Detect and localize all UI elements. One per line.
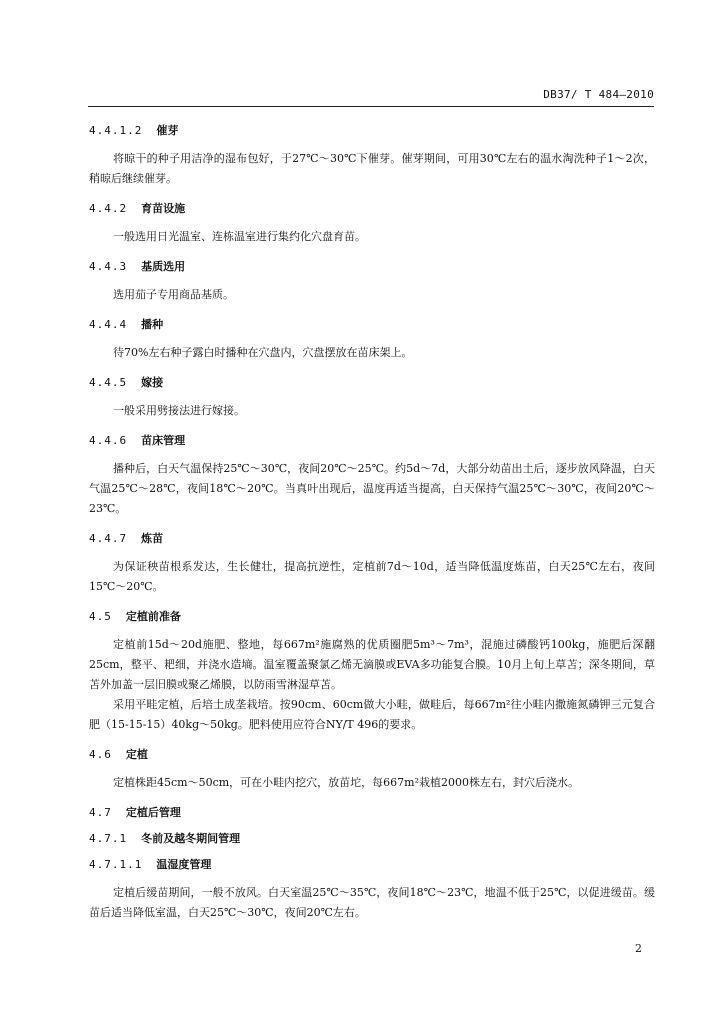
section-number: 4.7.1.1: [89, 858, 143, 871]
document-body: [89, 116, 655, 932]
paragraph: 将晾干的种子用洁净的湿布包好，于27℃～30℃下催芽。催芽期间，可用30℃左右的温水淘洗种子1～2次，稍晾后继续催芽。: [89, 152, 655, 185]
section-number: 4.4.1.2: [89, 124, 143, 137]
section-heading: [89, 430, 655, 452]
section-title: 播种: [141, 318, 164, 331]
section-title: 育苗设施: [141, 202, 186, 215]
section-title: 苗床管理: [141, 434, 186, 447]
section-heading: [89, 828, 655, 850]
section-heading: [89, 256, 655, 278]
section-title: 定植前准备: [125, 610, 181, 623]
paragraph: 播种后，白天气温保持25℃～30℃，夜间20℃～25℃。约5d～7d，大部分幼苗出土后，逐步放风降温，白天气温25℃～28℃，夜间18℃～20℃。当真叶出现后，温度再适当提高，白天保持气温25℃～30℃，夜间20℃～23℃。: [89, 462, 655, 515]
section-heading: [89, 120, 655, 142]
section-number: 4.7.1: [89, 832, 128, 845]
section-title: 定植: [125, 748, 148, 761]
section-number: 4.4.5: [89, 376, 128, 389]
section-number: 4.4.2: [89, 202, 128, 215]
section-title: 嫁接: [141, 376, 164, 389]
document-code: DB37/ T 484—2010: [543, 88, 654, 101]
section-heading: [89, 744, 655, 766]
section-heading: [89, 854, 655, 876]
section-number: 4.4.4: [89, 318, 128, 331]
paragraph: 选用茄子专用商品基质。: [113, 288, 234, 301]
section-heading: [89, 314, 655, 336]
section-title: 基质选用: [141, 260, 186, 273]
paragraph: 采用平畦定植，后培土成垄栽培。按90cm、60cm做大小畦，做畦后，每667m²往小畦内撒施氮磷钾三元复合肥（15-15-15）40kg～50kg。肥料使用应符合NY/T 496的要求。: [89, 698, 655, 731]
section-number: 4.5: [89, 610, 112, 623]
section-heading: [89, 528, 655, 550]
section-heading: [89, 372, 655, 394]
paragraph: 定植株距45cm～50cm，可在小畦内挖穴，放苗坨，每667m²栽植2000株左右，封穴后浇水。: [113, 776, 580, 789]
section-title: 冬前及越冬期间管理: [141, 832, 241, 845]
paragraph: 一般选用日光温室、连栋温室进行集约化穴盘育苗。: [113, 230, 366, 243]
header-rule: [88, 106, 654, 107]
paragraph: 待70%左右种子露白时播种在穴盘内，穴盘摆放在苗床架上。: [113, 346, 413, 359]
section-title: 催芽: [156, 124, 179, 137]
section-number: 4.4.6: [89, 434, 128, 447]
paragraph: 一般采用劈接法进行嫁接。: [113, 404, 245, 417]
section-title: 温湿度管理: [156, 858, 212, 871]
page-number: 2: [635, 942, 642, 955]
section-number: 4.7: [89, 806, 112, 819]
section-number: 4.6: [89, 748, 112, 761]
section-number: 4.4.3: [89, 260, 128, 273]
section-title: 炼苗: [141, 532, 164, 545]
paragraph: 定植前15d～20d施肥、整地，每667m²施腐熟的优质圈肥5m³～7m³，混施过磷酸钙100kg，施肥后深翻25cm，整平、耙细，并浇水造墒。温室覆盖聚氯乙烯无滴膜或EVA多功能复合膜。10月上旬上草苫；深冬期间，草苫外加盖一层旧膜或聚乙烯膜，以防雨雪淋湿草苫。: [89, 638, 655, 691]
section-heading: [89, 802, 655, 824]
paragraph: 定植后缓苗期间，一般不放风。白天室温25℃～35℃，夜间18℃～23℃，地温不低于25℃，以促进缓苗。缓苗后适当降低室温，白天25℃～30℃，夜间20℃左右。: [89, 886, 655, 919]
section-heading: [89, 606, 655, 628]
section-heading: [89, 198, 655, 220]
section-title: 定植后管理: [125, 806, 181, 819]
section-number: 4.4.7: [89, 532, 128, 545]
paragraph: 为保证秧苗根系发达，生长健壮，提高抗逆性，定植前7d～10d，适当降低温度炼苗，白天25℃左右，夜间15℃～20℃。: [89, 560, 655, 593]
